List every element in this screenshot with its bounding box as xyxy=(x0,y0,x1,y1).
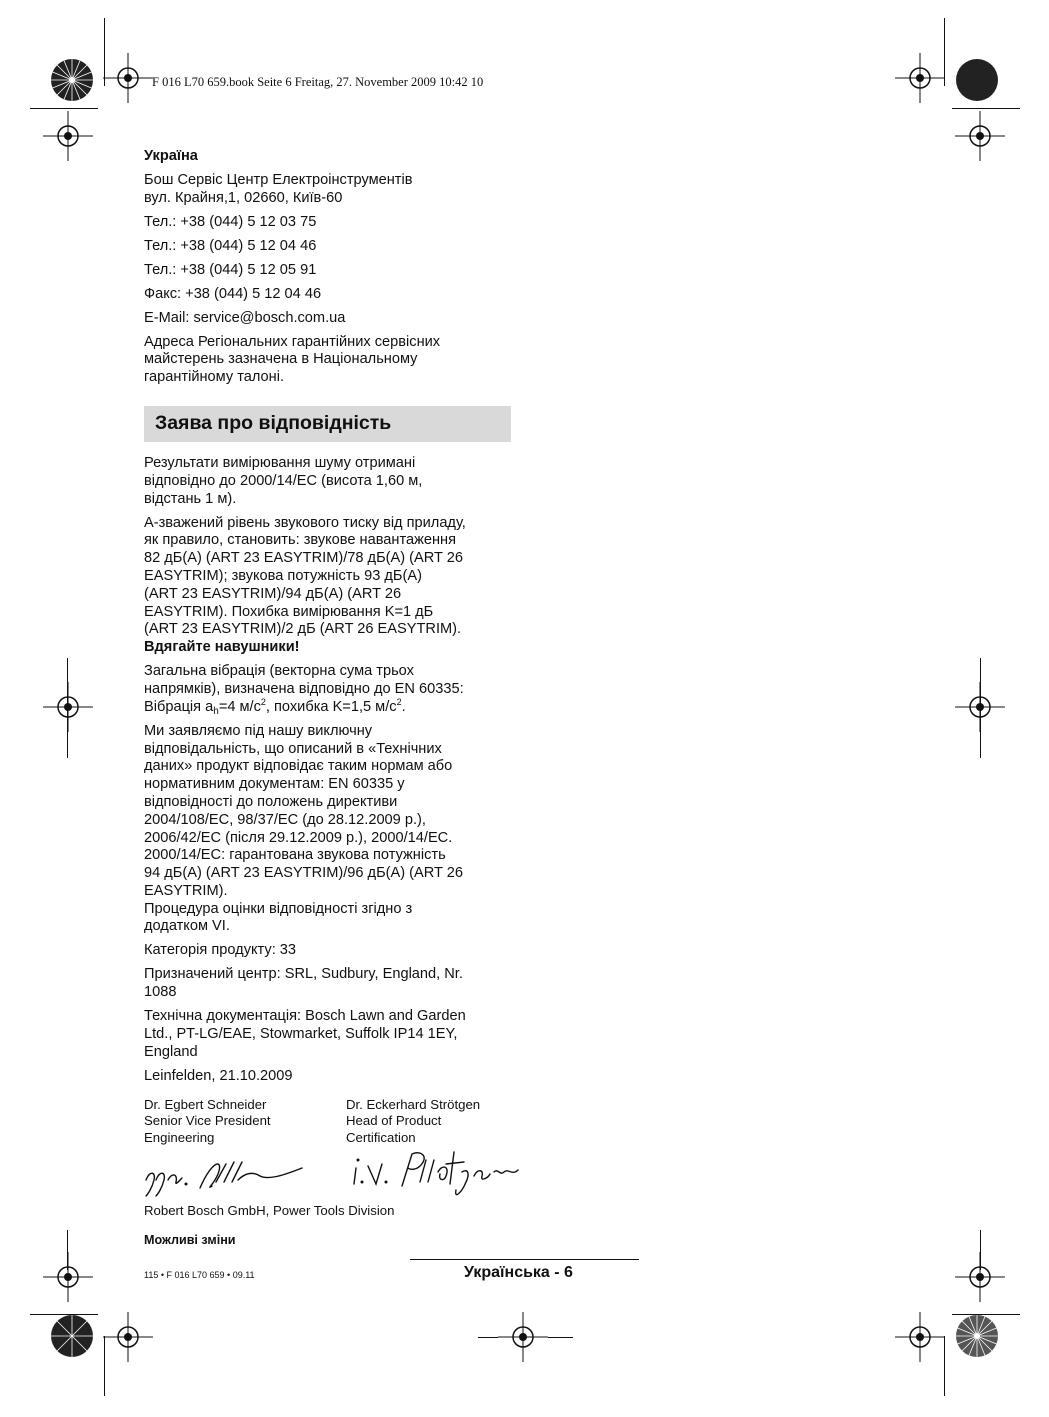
paragraph-line: 82 дБ(A) (ART 23 EASYTRIM)/78 дБ(A) (ART 26 xyxy=(144,550,463,567)
regional-service-note-line: Адреса Регіональних гарантійних сервісних xyxy=(144,333,441,350)
paragraph-line: Ltd., PT-LG/EAE, Stowmarket, Suffolk IP14 1EY, xyxy=(144,1026,458,1043)
registration-crosshair-icon xyxy=(103,53,153,103)
footer-divider xyxy=(410,1259,639,1260)
paragraph-line: 2006/42/EC (після 29.12.2009 р.), 2000/14/EC. xyxy=(144,829,453,846)
paragraph-line: 1088 xyxy=(144,984,177,1001)
paragraph-line: відповідності до положень директиви xyxy=(144,793,398,810)
paragraph-line: 2004/108/EC, 98/37/EC (до 28.12.2009 р.), xyxy=(144,811,426,828)
signatory-name: Dr. Eckerhard Strötgen xyxy=(346,1097,481,1112)
signature-right-image xyxy=(350,1146,540,1202)
contact-country: Україна xyxy=(144,148,198,164)
calibration-starburst-top-left-icon xyxy=(50,58,94,102)
document-code: 115 • F 016 L70 659 • 09.11 xyxy=(144,1270,255,1280)
notified-body xyxy=(144,966,514,1002)
unit-superscript: 2 xyxy=(396,696,402,707)
crop-line-top-left-horizontal xyxy=(30,108,98,109)
declaration-block xyxy=(144,455,514,1092)
paragraph-line: відповідальність, що описаний в «Технічних xyxy=(144,740,442,757)
crop-line-top-right-horizontal xyxy=(952,108,1020,109)
calibration-starburst-bottom-left-icon xyxy=(50,1314,94,1358)
vibration-uncertainty: , похибка K=1,5 м/с xyxy=(265,698,397,715)
signatory-title: Head of Product xyxy=(346,1113,442,1129)
crop-line-bottom-center-left xyxy=(478,1337,498,1338)
signature-left-image xyxy=(142,1150,312,1198)
product-category: Категорія продукту: 33 xyxy=(144,942,297,959)
service-address xyxy=(144,172,514,208)
signatory-right xyxy=(346,1097,480,1146)
registration-crosshair-icon xyxy=(43,1252,93,1302)
place-and-date: Leinfelden, 21.10.2009 xyxy=(144,1067,293,1084)
paragraph-line: Призначений центр: SRL, Sudbury, England, Nr. xyxy=(144,966,463,983)
regional-service-note-line: майстерень зазначена в Національному xyxy=(144,351,418,368)
noise-results-paragraph xyxy=(144,455,514,508)
paragraph-line: додатком VI. xyxy=(144,918,230,935)
signatory-title: Certification xyxy=(346,1129,416,1145)
paragraph-line: Технічна документація: Bosch Lawn and Garden xyxy=(144,1008,466,1025)
signatory-title: Senior Vice President xyxy=(144,1113,271,1129)
section-heading-box xyxy=(144,406,511,442)
paragraph-line: Загальна вібрація (векторна сума трьох xyxy=(144,663,414,680)
vibration-paragraph xyxy=(144,663,514,716)
paragraph-line: EASYTRIM). Похибка вимірювання K=1 дБ xyxy=(144,603,434,620)
paragraph-line: Ми заявляємо під нашу виключну xyxy=(144,722,373,739)
registration-crosshair-icon xyxy=(43,682,93,732)
crop-line-mid-left xyxy=(67,658,68,758)
technical-documentation xyxy=(144,1008,514,1061)
regional-service-note xyxy=(144,334,514,387)
regional-service-note-line: гарантійному талоні. xyxy=(144,369,285,386)
registration-crosshair-icon xyxy=(895,53,945,103)
paragraph-line: 2000/14/EC: гарантована звукова потужність xyxy=(144,847,446,864)
section-heading: Заява про відповідність xyxy=(155,412,392,434)
service-address-line: вул. Крайня,1, 02660, Київ-60 xyxy=(144,189,343,206)
contact-block xyxy=(144,148,514,393)
phone-number: Тел.: +38 (044) 5 12 03 75 xyxy=(144,213,317,230)
crop-line-bottom-center-right xyxy=(548,1337,573,1338)
print-file-info: F 016 L70 659.book Seite 6 Freitag, 27. November 2009 10:42 10 xyxy=(152,75,484,89)
company-name: Robert Bosch GmbH, Power Tools Division xyxy=(144,1203,395,1218)
paragraph-line: А-зважений рівень звукового тиску від приладу, xyxy=(144,514,466,531)
crop-line-lower-left xyxy=(67,1230,68,1270)
vibration-value: =4 м/с xyxy=(218,698,261,715)
unit-superscript: 2 xyxy=(260,696,266,707)
signatory-name: Dr. Egbert Schneider xyxy=(144,1097,267,1112)
paragraph-line: (ART 23 EASYTRIM)/94 дБ(A) (ART 26 xyxy=(144,585,402,602)
paragraph-line: (ART 23 EASYTRIM)/2 дБ (ART 26 EASYTRIM). xyxy=(144,621,462,638)
sentence-end: . xyxy=(401,698,406,715)
registration-crosshair-icon xyxy=(103,1312,153,1362)
paragraph-line: England xyxy=(144,1043,198,1060)
sound-level-paragraph xyxy=(144,515,514,657)
changes-note: Можливі зміни xyxy=(144,1233,236,1247)
calibration-starburst-top-right-icon xyxy=(955,58,999,102)
conformity-paragraph xyxy=(144,723,514,937)
paragraph-line: EASYTRIM); звукова потужність 93 дБ(A) xyxy=(144,567,422,584)
paragraph-line: відстань 1 м). xyxy=(144,490,237,507)
fax-number: Факс: +38 (044) 5 12 04 46 xyxy=(144,285,322,302)
paragraph-line: як правило, становить: звукове навантаження xyxy=(144,532,457,549)
paragraph-line: відповідно до 2000/14/EC (висота 1,60 м, xyxy=(144,472,423,489)
paragraph-line: 94 дБ(A) (ART 23 EASYTRIM)/96 дБ(A) (ART 26 xyxy=(144,865,463,882)
vibration-subscript: h xyxy=(213,705,219,717)
service-address-line: Бош Сервіс Центр Електроінструментів xyxy=(144,171,413,188)
email-address: E-Mail: service@bosch.com.ua xyxy=(144,309,346,326)
registration-crosshair-icon xyxy=(955,111,1005,161)
signatory-title: Engineering xyxy=(144,1129,215,1145)
registration-crosshair-icon xyxy=(43,111,93,161)
page-label: Українська - 6 xyxy=(464,1264,573,1281)
vibration-value-label: Вібрація a xyxy=(144,698,214,715)
calibration-starburst-bottom-right-icon xyxy=(955,1314,999,1358)
paragraph-line: даних» продукт відповідає таким нормам або xyxy=(144,758,453,775)
ear-protection-warning: Вдягайте навушники! xyxy=(144,639,300,656)
phone-number: Тел.: +38 (044) 5 12 05 91 xyxy=(144,261,317,278)
crop-line-mid-right xyxy=(980,658,981,758)
registration-crosshair-icon xyxy=(498,1312,548,1362)
paragraph-line: Процедура оцінки відповідності згідно з xyxy=(144,900,413,917)
paragraph-line: нормативним документам: EN 60335 у xyxy=(144,776,405,793)
paragraph-line: напрямків), визначена відповідно до EN 60335: xyxy=(144,680,464,697)
paragraph-line: EASYTRIM). xyxy=(144,882,228,899)
registration-crosshair-icon xyxy=(895,1312,945,1362)
signatory-left xyxy=(144,1097,271,1146)
paragraph-line: Результати вимірювання шуму отримані xyxy=(144,455,416,471)
crop-line-lower-right xyxy=(980,1230,981,1270)
phone-number: Тел.: +38 (044) 5 12 04 46 xyxy=(144,237,317,254)
